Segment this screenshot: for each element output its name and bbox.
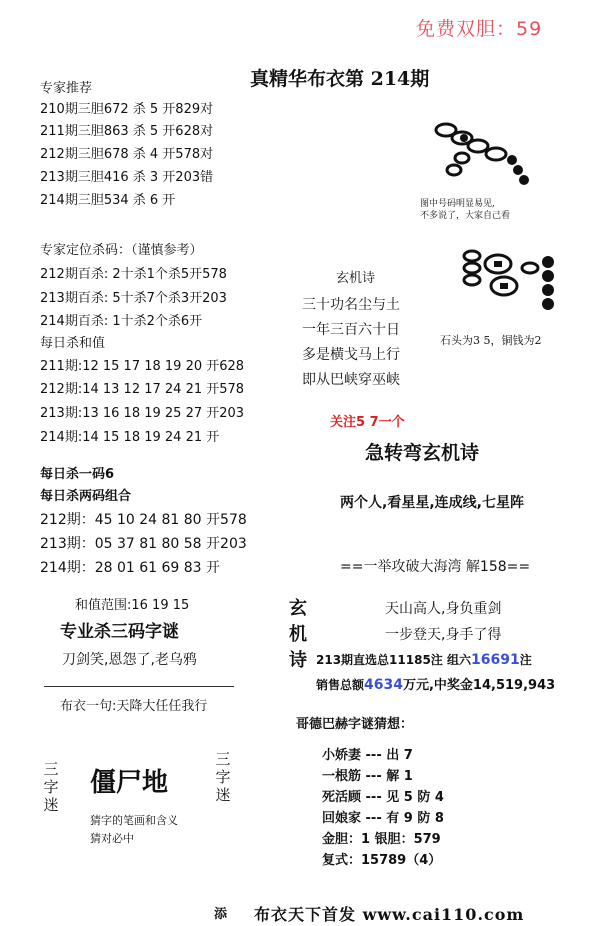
coin-stone-illustration — [460, 246, 570, 320]
stats-text: 销售总额 — [316, 678, 365, 692]
list-item: 211期:12 15 17 18 19 20 开628 — [40, 359, 245, 374]
divider — [44, 686, 234, 687]
list-item: 214期:14 15 18 19 24 21 开 — [40, 430, 220, 445]
list-item: 小娇妻 --- 出 7 — [322, 748, 413, 763]
poem-line: 三十功名尘与土 — [302, 297, 400, 313]
list-item: 211期三胆863 杀 5 开628对 — [40, 124, 214, 139]
position-kill-heading: 专家定位杀码：（谨慎参考） — [40, 243, 203, 258]
daily-kill-one: 每日杀一码6 — [40, 467, 115, 482]
turn-poem-phrase: ==一举攻破大海湾 解158== — [340, 559, 531, 575]
poem-line: 多是横戈马上行 — [302, 347, 400, 363]
list-item: 213期百杀: 5十杀7个杀3开203 — [40, 291, 227, 306]
mystic-line: 天山高人,身负重剑 — [385, 601, 502, 617]
footer-icon: 添 — [214, 907, 228, 922]
list-item: 213期：05 37 81 80 58 开203 — [40, 536, 247, 552]
image-caption: 石头为3 5，铜钱为2 — [440, 334, 542, 347]
list-item: 214期三胆534 杀 6 开 — [40, 193, 176, 208]
list-item: 一根筋 --- 解 1 — [322, 769, 413, 784]
stats-highlight: 16691 — [470, 652, 520, 668]
stats-highlight: 4634 — [364, 677, 403, 693]
list-item: 复式：15789（4） — [322, 853, 442, 868]
sum-range: 和值范围:16 19 15 — [75, 598, 190, 613]
turn-poem-line: 两个人,看星星,连成线,七星阵 — [340, 495, 524, 511]
list-item: 212期百杀: 2十杀1个杀5开578 — [40, 267, 227, 282]
stats-text: 万元,中奖金14,519,943 — [402, 678, 556, 693]
list-item: 回娘家 --- 有 9 防 8 — [322, 811, 444, 826]
sales-total — [316, 674, 555, 693]
list-item: 210期三胆672 杀 5 开829对 — [40, 102, 214, 117]
riddle-hint: 猜字的笔画和含义 — [90, 814, 178, 827]
chain-illustration-1 — [432, 110, 532, 190]
list-item: 212期：45 10 24 81 80 开578 — [40, 512, 247, 528]
poem-title: 玄机诗 — [336, 271, 376, 286]
list-item: 212期三胆678 杀 4 开578对 — [40, 147, 214, 162]
list-item: 212期:14 13 12 17 24 21 开578 — [40, 382, 245, 397]
list-item: 213期三胆416 杀 3 开203错 — [40, 170, 214, 185]
sales-stats — [316, 651, 532, 668]
side-label-right: 三字迷 — [215, 750, 231, 804]
list-item: 214期：28 01 61 69 83 开 — [40, 560, 221, 576]
riddle-hint: 猜对必中 — [90, 832, 134, 845]
list-item: 死活顾 --- 见 5 防 4 — [322, 790, 444, 805]
image-caption: 不多说了，大家自己看 — [420, 211, 511, 221]
sum-kill-heading: 每日杀和值 — [40, 336, 106, 351]
list-item: 金胆：1 银胆：579 — [322, 832, 441, 847]
side-label-left: 三字迷 — [43, 760, 59, 814]
image-caption: 图中号码明显易见, — [420, 199, 495, 209]
mystic-line: 一步登天,身手了得 — [385, 627, 502, 643]
stats-text: 注 — [519, 653, 532, 667]
expert-heading: 专家推荐 — [40, 81, 93, 96]
page-title: 真精华布衣第 214期 — [250, 68, 430, 90]
daily-kill-two-heading: 每日杀两码组合 — [40, 489, 132, 504]
saying: 布衣一句:天降大任任我行 — [60, 699, 208, 714]
poem-line: 即从巴峡穿巫峡 — [302, 372, 400, 388]
stats-text: 213期直选总11185注 组六 — [316, 653, 471, 667]
poem-line: 一年三百六十日 — [302, 322, 400, 338]
free-pair-banner: 免费双胆：59 — [416, 18, 543, 40]
turn-poem-title: 急转弯玄机诗 — [365, 442, 480, 464]
list-item: 213期:13 16 18 19 25 27 开203 — [40, 406, 245, 421]
bach-heading: 哥德巴赫字谜猜想： — [296, 717, 414, 732]
mystic-vertical-label: 玄机诗 — [289, 598, 307, 671]
riddle-word: 僵尸地 — [90, 768, 169, 798]
list-item: 214期百杀: 1十杀2个杀6开 — [40, 314, 203, 329]
riddle-text: 刀剑笑,恩怨了,老乌鸦 — [62, 652, 197, 668]
focus-note: 关注5 7一个 — [330, 415, 405, 430]
footer-text[interactable]: 布衣天下首发 www.cai110.com — [254, 905, 525, 924]
riddle-title: 专业杀三码字谜 — [60, 622, 179, 642]
